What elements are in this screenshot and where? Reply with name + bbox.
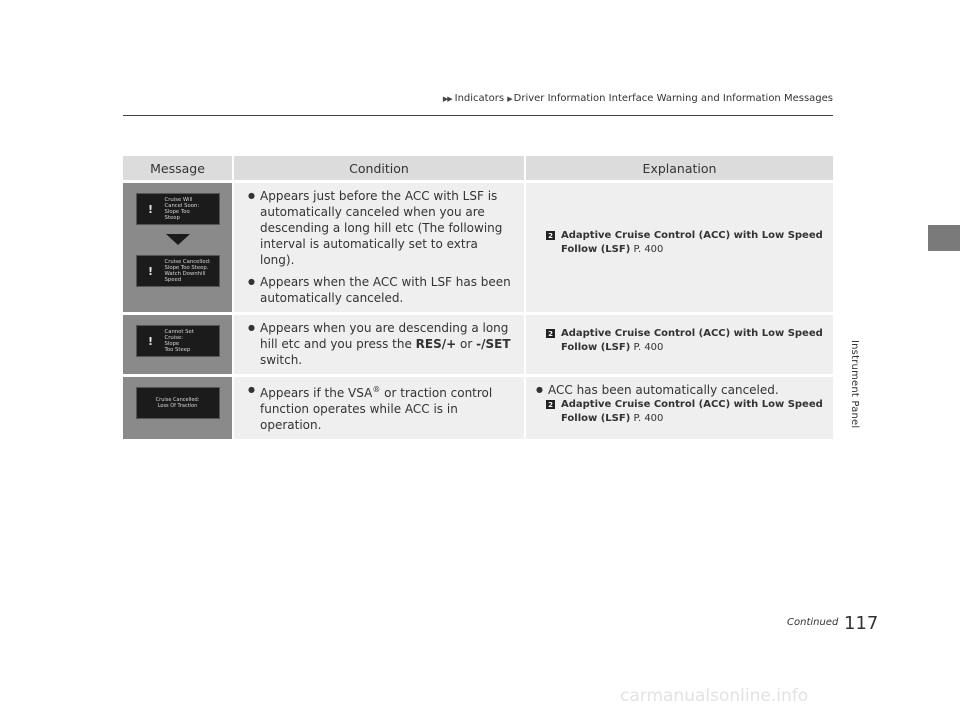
table-row [123, 314, 833, 376]
explanation-cell [525, 376, 833, 441]
display-warning-image [136, 387, 220, 419]
reference-icon: 2 [546, 231, 555, 240]
page-reference[interactable] [546, 327, 823, 355]
message-image-cell [123, 376, 233, 441]
condition-bullet: ● Appears just before the ACC with LSF is automatically canceled when you are descending a long hill etc (The following interval is automatically set to extra long). [248, 188, 514, 268]
continued-label: Continued [787, 617, 839, 628]
triangle-icon: ▶ [505, 94, 513, 103]
display-text: Cruise Cancelled: Slope Too Steep. Watch Downhill Speed [164, 259, 211, 283]
display-warning-image [136, 193, 220, 225]
col-header-condition: Condition [233, 156, 525, 182]
reference-page: P. 400 [633, 244, 664, 255]
display-text: Cruise Cancelled: Loss Of Traction [155, 397, 200, 409]
message-image-cell [123, 314, 233, 376]
display-text: Cruise Will Cancel Soon: Slope Too Steep [164, 197, 200, 221]
display-warning-image [136, 255, 220, 287]
table-row [123, 376, 833, 441]
reference-title: Adaptive Cruise Control (ACC) with Low Speed Follow (LSF) [561, 328, 823, 353]
display-text: Cannot Set Cruise: Slope Too Steep [164, 329, 194, 353]
page-number: 117 [844, 613, 879, 634]
registered-mark: ® [372, 385, 381, 394]
condition-cell [233, 182, 525, 314]
condition-bullet: ● Appears when you are descending a long hill etc and you press the RES/+ or -/SET switch. [248, 320, 514, 368]
display-warning-image [136, 325, 220, 357]
explanation-cell [525, 314, 833, 376]
table-row [123, 182, 833, 314]
breadcrumb-warning-messages[interactable]: Driver Information Interface Warning and Information Messages [513, 93, 833, 104]
page-reference[interactable] [546, 229, 823, 257]
col-header-explanation: Explanation [525, 156, 833, 182]
double-triangle-icon: ▶▶ [442, 94, 452, 103]
watermark: carmanualsonline.info [620, 686, 809, 706]
condition-bullet: ● Appears if the VSA® or traction control function operates while ACC is in operation. [248, 382, 514, 433]
reference-title: Adaptive Cruise Control (ACC) with Low Speed Follow (LSF) [561, 230, 823, 255]
header-rule [123, 115, 833, 116]
message-image-cell [123, 182, 233, 314]
cruise-warning-icon: ! [147, 202, 154, 216]
cruise-warning-icon: ! [147, 334, 154, 348]
reference-title: Adaptive Cruise Control (ACC) with Low Speed Follow (LSF) [561, 399, 823, 424]
condition-cell [233, 314, 525, 376]
condition-cell [233, 376, 525, 441]
reference-icon: 2 [546, 329, 555, 338]
set-switch-label: -/SET [476, 337, 511, 351]
col-header-message: Message [123, 156, 233, 182]
section-label: Instrument Panel [849, 340, 860, 429]
down-arrow-icon [166, 234, 190, 245]
breadcrumb [442, 93, 833, 104]
message-table [123, 156, 833, 442]
reference-icon: 2 [546, 400, 555, 409]
cruise-warning-icon: ! [147, 264, 154, 278]
condition-bullet: ● Appears when the ACC with LSF has been automatically canceled. [248, 274, 514, 306]
breadcrumb-indicators[interactable]: Indicators [454, 93, 505, 104]
res-switch-label: RES/+ [415, 337, 457, 351]
page-reference[interactable] [536, 398, 823, 426]
reference-page: P. 400 [633, 342, 664, 353]
section-tab [928, 225, 960, 251]
explanation-bullet: ● ACC has been automatically canceled. [536, 382, 823, 398]
reference-page: P. 400 [633, 413, 664, 424]
explanation-cell [525, 182, 833, 314]
